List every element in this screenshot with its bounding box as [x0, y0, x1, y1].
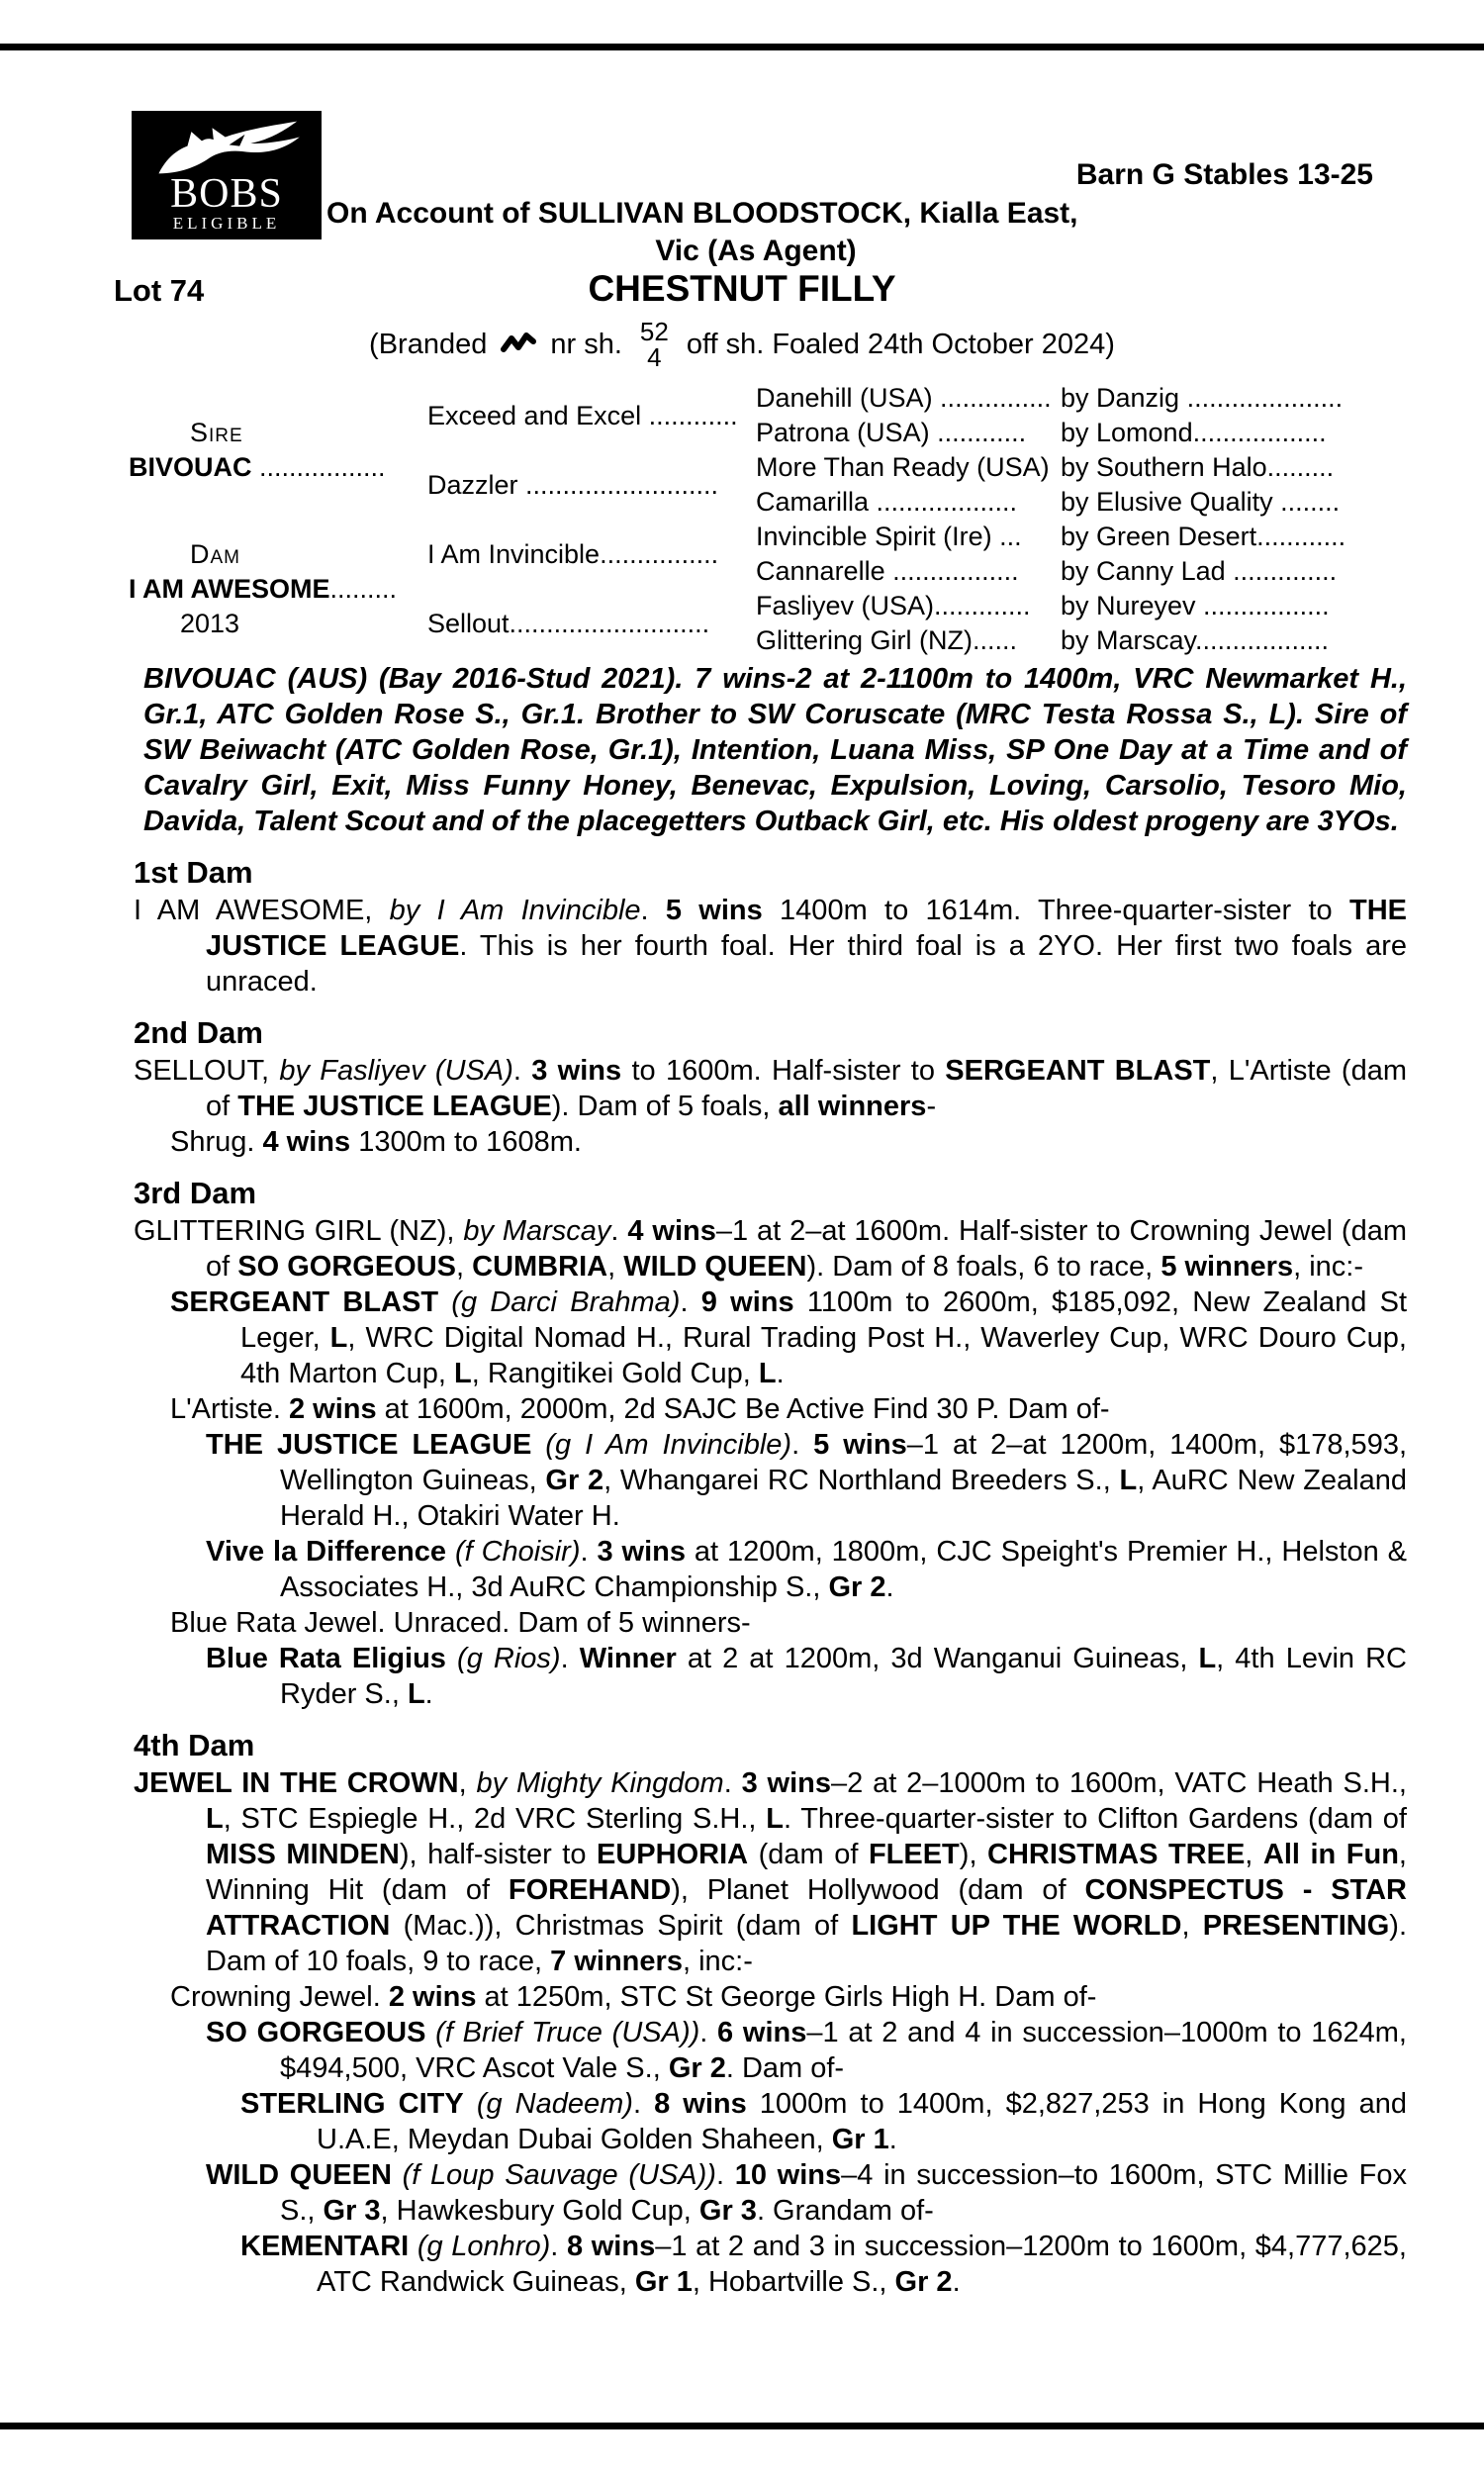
text-run: .	[560, 1643, 580, 1674]
text-run: Gr 2	[668, 2052, 726, 2084]
text-run: Gr 2	[828, 1571, 886, 1603]
text-run: 4 wins	[262, 1126, 351, 1158]
text-run: (f Brief Truce (USA))	[435, 2017, 700, 2048]
text-run: L	[758, 1358, 777, 1389]
text-run: Winner	[579, 1643, 677, 1674]
text-run: .	[791, 1429, 814, 1461]
section-heading: 2nd Dam	[134, 1015, 263, 1050]
gen3-ancestor: Invincible Spirit (Ire) ...	[756, 522, 1022, 551]
text-run: –2 at 2–1000m to 1600m, VATC Heath S.H.,	[831, 1767, 1407, 1799]
pedigree-table	[129, 381, 1415, 658]
text-run	[438, 1286, 451, 1318]
text-run: CHRISTMAS TREE	[987, 1839, 1246, 1870]
text-run: (Mac.)), Christmas Spirit (dam of	[390, 1910, 852, 1942]
text-run: .	[699, 2017, 718, 2048]
text-run: (g Nadeem)	[476, 2088, 633, 2120]
gen3-ancestor: Camarilla ...................	[756, 487, 1018, 517]
text-run: –1 at 2–at 1200m, 1400m, $178,593, Wellington Guineas,	[280, 1429, 1408, 1496]
text-run: L	[407, 1678, 425, 1710]
text-run: , Hobartville S.,	[692, 2266, 895, 2298]
pedigree-paragraph	[134, 1641, 1407, 1712]
text-run: .	[723, 1767, 742, 1799]
text-run: , Winning Hit (dam of	[206, 1839, 1407, 1906]
text-run: 8 wins	[566, 2231, 656, 2262]
text-run: (g Darci Brahma)	[451, 1286, 681, 1318]
pedigree-paragraph	[134, 1053, 1407, 1124]
text-run: ), Planet Hollywood (dam of	[671, 1874, 1085, 1906]
text-run: , 4th Levin RC Ryder S.,	[280, 1643, 1407, 1710]
pedigree-paragraph	[134, 1124, 1407, 1160]
text-run: 4 wins	[627, 1215, 716, 1247]
text-run: at 2 at 1200m, 3d Wanganui Guineas,	[676, 1643, 1199, 1674]
text-run: .	[580, 1536, 598, 1568]
text-run: , Whangarei RC Northland Breeders S.,	[603, 1465, 1120, 1496]
brand-mark-icon	[501, 333, 536, 356]
text-run: .	[888, 2124, 897, 2155]
text-run: L	[206, 1803, 224, 1835]
text-run: at 1250m, STC St George Girls High H. Dam of-	[476, 1981, 1097, 2013]
text-run: 3 wins	[531, 1055, 622, 1087]
text-run: (dam of	[748, 1839, 869, 1870]
pedigree-paragraph	[134, 2229, 1407, 2300]
text-run: –1 at 2–at 1600m. Half-sister to Crowning Jewel (dam of	[206, 1215, 1407, 1283]
text-run: ,	[458, 1767, 477, 1799]
text-run: Gr 2	[545, 1465, 604, 1496]
text-run: L	[329, 1322, 348, 1354]
pedigree-paragraph	[134, 2015, 1407, 2086]
pedigree-paragraph	[134, 2157, 1407, 2229]
text-run	[464, 2088, 477, 2120]
text-run: .	[512, 1055, 532, 1087]
text-run: (f Loup Sauvage (USA))	[402, 2159, 716, 2191]
text-run: Gr 3	[698, 2195, 757, 2227]
text-run: .	[550, 2231, 567, 2262]
text-run: ), half-sister to	[399, 1839, 598, 1870]
lot-title: CHESTNUT FILLY	[588, 268, 896, 309]
text-run: at 1600m, 2000m, 2d SAJC Be Active Find 30 P. Dam of-	[376, 1393, 1110, 1425]
pedigree-paragraph	[134, 1391, 1407, 1427]
text-run: ,	[607, 1251, 624, 1283]
text-run: .	[715, 2159, 735, 2191]
text-run: . Grandam of-	[756, 2195, 934, 2227]
dam-sections	[134, 855, 1407, 2300]
section-heading: 1st Dam	[134, 855, 253, 890]
pedigree-paragraph	[134, 1427, 1407, 1534]
text-run: Gr 1	[634, 2266, 693, 2298]
text-run: 3 wins	[597, 1536, 686, 1568]
text-run: THE JUSTICE LEAGUE	[237, 1091, 552, 1122]
text-run: by Fasliyev (USA)	[279, 1055, 513, 1087]
text-run: ),	[959, 1839, 988, 1870]
text-run: to 1600m. Half-sister to	[621, 1055, 946, 1087]
text-run: , STC Espiegle H., 2d VRC Sterling S.H.,	[223, 1803, 767, 1835]
text-run: 1300m to 1608m.	[350, 1126, 582, 1158]
section-heading: 4th Dam	[134, 1728, 255, 1762]
text-run: FLEET	[868, 1839, 960, 1870]
dam-foaling-year: 2013	[180, 608, 240, 638]
text-run: THE JUSTICE LEAGUE	[206, 895, 1407, 962]
logo-text-eligible: ELIGIBLE	[172, 214, 281, 233]
sire-label: Sire	[190, 418, 243, 447]
text-run: STERLING CITY	[240, 2088, 464, 2120]
branding-suffix: off sh. Foaled 24th October 2024)	[686, 328, 1115, 360]
text-run: 9 wins	[700, 1286, 794, 1318]
text-run: all winners	[778, 1091, 927, 1122]
text-run: 2 wins	[388, 1981, 477, 2013]
text-run: 2 wins	[288, 1393, 377, 1425]
pedigree-paragraph	[134, 1534, 1407, 1605]
dam-name: I AM AWESOME.........	[129, 573, 398, 604]
text-run: Gr 3	[323, 2195, 381, 2227]
text-run: SELLOUT,	[134, 1055, 280, 1087]
text-run: L	[1119, 1465, 1138, 1496]
text-run: .	[952, 2266, 961, 2298]
text-run: GLITTERING GIRL (NZ),	[134, 1215, 464, 1247]
text-run: , Hawkesbury Gold Cup,	[380, 2195, 699, 2227]
text-run: .	[640, 895, 666, 926]
text-run: ). Dam of 8 foals, 6 to race,	[806, 1251, 1161, 1283]
text-run: All in Fun	[1262, 1839, 1399, 1870]
text-run: Blue Rata Jewel. Unraced. Dam of 5 winners-	[170, 1607, 751, 1639]
text-run: SERGEANT BLAST	[945, 1055, 1211, 1087]
text-run: .	[424, 1678, 433, 1710]
text-run: 5 wins	[813, 1429, 907, 1461]
text-run: .	[885, 1571, 894, 1603]
branding-near-shoulder: nr sh.	[550, 328, 622, 360]
pedigree-paragraph	[134, 1765, 1407, 1979]
brand-number-top: 52	[639, 317, 669, 346]
bobs-eligible-logo	[132, 111, 322, 239]
pedigree-paragraph	[134, 1213, 1407, 1285]
text-run: (f Choisir)	[454, 1536, 581, 1568]
text-run: by Marscay	[463, 1215, 611, 1247]
gen2-dam-sire: I Am Invincible................	[427, 538, 719, 569]
text-run: .	[776, 1358, 785, 1389]
barn-stables-line: Barn G Stables 13-25	[1075, 158, 1373, 191]
text-run	[446, 1536, 455, 1568]
text-run: 7 winners	[550, 1946, 683, 1977]
brand-number-bottom: 4	[647, 342, 662, 372]
text-run: Vive la Difference	[206, 1536, 446, 1568]
gen3-ancestor: Danehill (USA) ...............	[756, 383, 1052, 413]
gen3-ancestor: Patrona (USA) ............	[756, 418, 1027, 447]
text-run: , inc:-	[682, 1946, 753, 1977]
text-run: (g Lonhro)	[417, 2231, 551, 2262]
branding-prefix: (Branded	[369, 328, 488, 360]
gen2-sire-sire: Exceed and Excel ............	[427, 400, 738, 430]
text-run: Gr 1	[831, 2124, 889, 2155]
text-run: SERGEANT BLAST	[170, 1286, 439, 1318]
text-run: -	[926, 1091, 937, 1122]
gen4-ancestor: by Elusive Quality ........	[1061, 487, 1341, 517]
vendor-account-line2: Vic (As Agent)	[655, 235, 857, 267]
text-run: Gr 2	[894, 2266, 953, 2298]
text-run: . Dam of-	[725, 2052, 845, 2084]
brand-number	[640, 319, 669, 370]
logo-text-bobs: BOBS	[170, 171, 283, 217]
gen4-ancestor: by Canny Lad ..............	[1061, 556, 1338, 586]
text-run: . This is her fourth foal. Her third foal is a 2YO. Her first two foals are unraced.	[206, 930, 1407, 998]
dam-label: Dam	[190, 538, 240, 569]
text-run: 1400m to 1614m. Three-quarter-sister to	[762, 895, 1349, 926]
text-run: KEMENTARI	[240, 2231, 410, 2262]
gen2-dam-dam: Sellout...........................	[427, 608, 710, 638]
gen4-ancestor: by Green Desert............	[1061, 522, 1346, 551]
text-run: Blue Rata Eligius	[206, 1643, 446, 1674]
text-run: Shrug.	[170, 1126, 263, 1158]
gen2-sire-dam: Dazzler ..........................	[427, 469, 719, 500]
gen3-ancestor: More Than Ready (USA)	[756, 452, 1050, 482]
text-run: –1 at 2 and 3 in succession–1200m to 1600m, $4,777,625, ATC Randwick Guineas,	[317, 2231, 1407, 2298]
text-run	[425, 2017, 435, 2048]
text-run: 5 wins	[665, 895, 763, 926]
gen4-ancestor: by Danzig .....................	[1061, 383, 1344, 413]
gen3-ancestor: Cannarelle .................	[756, 556, 1019, 586]
text-run	[531, 1429, 545, 1461]
text-run: , WRC Digital Nomad H., Rural Trading Post H., Waverley Cup, WRC Douro Cup, 4th Marton Cup,	[240, 1322, 1407, 1389]
top-rule	[0, 44, 1484, 50]
text-run: 3 wins	[741, 1767, 831, 1799]
gen4-ancestor: by Marscay..................	[1061, 625, 1330, 655]
text-run: ). Dam of 5 foals,	[551, 1091, 779, 1122]
text-run: L'Artiste.	[170, 1393, 289, 1425]
sire-block	[129, 381, 427, 520]
text-run: CONSPECTUS - STAR ATTRACTION	[206, 1874, 1407, 1942]
lot-number: Lot 74	[114, 273, 205, 308]
pedigree-paragraph	[134, 893, 1407, 999]
text-run: THE JUSTICE LEAGUE	[206, 1429, 532, 1461]
text-run: 1000m to 1400m, $2,827,253 in Hong Kong and U.A.E, Meydan Dubai Golden Shaheen,	[317, 2088, 1407, 2155]
sire-summary: BIVOUAC (AUS) (Bay 2016-Stud 2021). 7 wins-2 at 2-1100m to 1400m, VRC Newmarket H., Gr.1, ATC Golden Rose S., Gr.1. Brother to SW Coruscate (MRC Testa Rossa S., L). Sire of SW Beiwacht (ATC Golden Rose, Gr.1), Intention, Luana Miss, SP One Day at a Time and of Cavalry Girl, Exit, Miss Funny Honey, Benevac, Expulsion, Loving, Carsolio, Tesoro Mio, Davida, Talent Scout and of the placegetters Outback Girl, etc. His oldest progeny are 3YOs.	[143, 663, 1407, 837]
text-run: EUPHORIA	[597, 1839, 749, 1870]
pedigree-paragraph	[134, 1979, 1407, 2015]
text-run	[409, 2231, 417, 2262]
text-run	[446, 1643, 457, 1674]
section-heading: 3rd Dam	[134, 1176, 257, 1210]
sire-name: BIVOUAC .................	[129, 452, 386, 482]
gen4-ancestor: by Southern Halo.........	[1061, 452, 1335, 482]
pedigree-paragraph	[134, 1605, 1407, 1641]
text-run: 8 wins	[654, 2088, 747, 2120]
text-run: (g Rios)	[457, 1643, 561, 1674]
pedigree-paragraph	[134, 1285, 1407, 1391]
text-run: at 1200m, 1800m, CJC Speight's Premier H., Helston & Associates H., 3d AuRC Championship S.,	[280, 1536, 1407, 1603]
text-run: ,	[456, 1251, 473, 1283]
bottom-rule	[0, 2423, 1484, 2429]
text-run: ,	[1181, 1910, 1203, 1942]
horse-head-icon	[141, 119, 312, 176]
pedigree-paragraph	[134, 2086, 1407, 2157]
text-run: 5 winners	[1160, 1251, 1294, 1283]
text-run: Crowning Jewel.	[170, 1981, 389, 2013]
text-run: JEWEL IN THE CROWN	[134, 1767, 459, 1799]
pedigree-text	[134, 661, 1407, 2300]
text-run: SO GORGEOUS	[237, 1251, 457, 1283]
text-run: , Rangitikei Gold Cup,	[471, 1358, 759, 1389]
text-run: 6 wins	[717, 2017, 807, 2048]
text-run: ). Dam of 10 foals, 9 to race,	[206, 1910, 1407, 1977]
text-run: 1100m to 2600m, $185,092, New Zealand St Leger,	[240, 1286, 1407, 1354]
text-run: SO GORGEOUS	[206, 2017, 426, 2048]
text-run: LIGHT UP THE WORLD	[851, 1910, 1182, 1942]
gen3-ancestor: Glittering Girl (NZ)......	[756, 625, 1018, 655]
text-run	[392, 2159, 403, 2191]
text-run: . Three-quarter-sister to Clifton Gardens (dam of	[783, 1803, 1407, 1835]
text-run: ,	[1245, 1839, 1263, 1870]
text-run: L	[766, 1803, 784, 1835]
text-run: , L'Artiste (dam of	[206, 1055, 1408, 1122]
vendor-account	[326, 195, 1185, 270]
text-run: I AM AWESOME,	[134, 895, 390, 926]
vendor-account-line1: On Account of SULLIVAN BLOODSTOCK, Kialla East,	[326, 197, 1078, 230]
text-run: WILD QUEEN	[206, 2159, 392, 2191]
text-run: 10 wins	[734, 2159, 842, 2191]
gen3-ancestor: Fasliyev (USA).............	[756, 591, 1031, 620]
text-run: , AuRC New Zealand Herald H., Otakiri Water H.	[280, 1465, 1407, 1532]
text-run: CUMBRIA	[472, 1251, 608, 1283]
text-run: .	[610, 1215, 628, 1247]
text-run: (g I Am Invincible)	[545, 1429, 792, 1461]
text-run: by Mighty Kingdom	[476, 1767, 724, 1799]
text-run: –4 in succession–to 1600m, STC Millie Fox S.,	[280, 2159, 1407, 2227]
text-run: , inc:-	[1293, 1251, 1363, 1283]
text-run: PRESENTING	[1202, 1910, 1390, 1942]
branding-line	[0, 319, 1484, 370]
text-run: L	[1198, 1643, 1217, 1674]
gen4-ancestor: by Lomond..................	[1061, 418, 1327, 447]
gen4-ancestor: by Nureyev .................	[1061, 591, 1330, 620]
text-run: L	[454, 1358, 472, 1389]
text-run: MISS MINDEN	[206, 1839, 400, 1870]
text-run: FOREHAND	[508, 1874, 672, 1906]
text-run: .	[632, 2088, 655, 2120]
text-run: WILD QUEEN	[623, 1251, 807, 1283]
text-run: by I Am Invincible	[389, 895, 641, 926]
dam-block	[129, 520, 427, 658]
text-run: –1 at 2 and 4 in succession–1000m to 1624m, $494,500, VRC Ascot Vale S.,	[280, 2017, 1407, 2084]
text-run: .	[680, 1286, 701, 1318]
